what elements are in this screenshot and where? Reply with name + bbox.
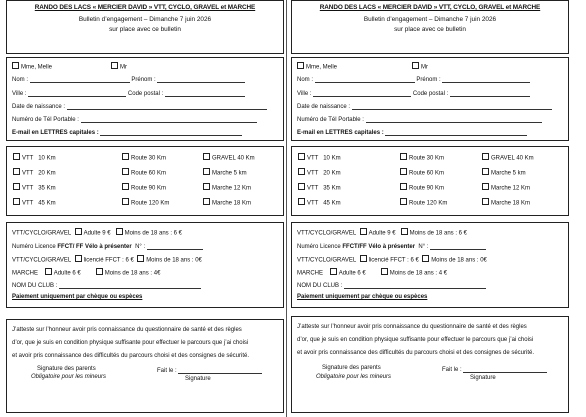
prenom-label: Prénom :	[131, 77, 156, 83]
route-section	[291, 146, 569, 216]
adulte-6-checkbox[interactable]	[45, 268, 52, 275]
licence-n-label: N° :	[418, 244, 429, 250]
fee-vcg-label: VTT/CYCLO/GRAVEL	[297, 230, 357, 237]
vtt-10-label: VTT 10 Km	[307, 155, 341, 162]
marche-5-label: Marche 5 km	[212, 170, 247, 177]
marche-12-checkbox[interactable]	[203, 183, 210, 190]
moins18-4-checkbox[interactable]	[96, 268, 103, 275]
nom-field[interactable]	[315, 75, 415, 83]
mme-checkbox[interactable]	[297, 62, 304, 69]
adulte-9-checkbox[interactable]	[360, 228, 367, 235]
tel-field[interactable]	[81, 115, 257, 123]
attest-line-3: et avoir pris connaissance des difficultés du parcours choisi et des consignes de sécurité.	[12, 353, 250, 359]
route-120-label: Route 120 Km	[409, 200, 448, 207]
licencie-checkbox[interactable]	[360, 255, 367, 262]
adulte-9-checkbox[interactable]	[75, 228, 82, 235]
ville-field[interactable]	[313, 89, 411, 97]
parents-signature-label: Signature des parents	[37, 366, 96, 372]
mr-label: Mr	[421, 64, 428, 71]
mr-checkbox[interactable]	[111, 62, 118, 69]
adulte-6-label: Adulte 6 €	[53, 270, 81, 277]
gravel-40-label: GRAVEL 40 Km	[491, 155, 534, 162]
route-120-label: Route 120 Km	[131, 200, 170, 207]
licence-bold: FFCT/FF Vélo à présenter	[342, 244, 416, 250]
marche-fee-label: MARCHE	[12, 270, 39, 277]
licence-n-label: N° :	[135, 244, 146, 250]
licence-bold: FFCT/ FF Vélo à présenter	[57, 244, 132, 250]
gravel-40-checkbox[interactable]	[203, 153, 210, 160]
vtt-20-checkbox[interactable]	[298, 168, 305, 175]
licence-label: Numéro Licence	[297, 244, 343, 250]
route-90-label: Route 90 Km	[131, 185, 167, 192]
form-subtitle: Bulletin d’engagement – Dimanche 7 juin 2026	[363, 16, 497, 23]
nom-label: Nom :	[12, 77, 29, 83]
licencie-checkbox[interactable]	[75, 255, 82, 262]
moins18-0-label: Moins de 18 ans : 0€	[146, 257, 202, 264]
form-title: RANDO DES LACS « MERCIER DAVID » VTT, CYCLO, GRAVEL et MARCHE	[319, 4, 541, 11]
marche-5-label: Marche 5 km	[491, 170, 526, 177]
mme-label: Mme, Melle	[21, 64, 53, 71]
fees-section	[6, 222, 284, 308]
vtt-20-label: VTT 20 Km	[22, 170, 56, 177]
form-header	[6, 0, 284, 54]
marche-12-label: Marche 12 Km	[491, 185, 531, 192]
vtt-20-checkbox[interactable]	[13, 168, 20, 175]
fees-section	[291, 222, 569, 308]
fait-le-field[interactable]	[463, 365, 547, 373]
form-header	[291, 0, 569, 54]
tel-label: Numéro de Tél Portable :	[12, 117, 79, 123]
fee-vcg-label: VTT/CYCLO/GRAVEL	[12, 230, 72, 237]
ville-label: Ville :	[12, 91, 27, 97]
route-90-checkbox[interactable]	[400, 183, 407, 190]
marche-fee-label: MARCHE	[297, 270, 324, 277]
route-60-checkbox[interactable]	[122, 168, 129, 175]
licence-label: Numéro Licence	[12, 244, 58, 250]
route-30-label: Route 30 Km	[131, 155, 167, 162]
attestation-section	[6, 319, 284, 413]
moins18-0-checkbox[interactable]	[422, 255, 429, 262]
email-field[interactable]	[385, 128, 527, 136]
marche-18-label: Marche 18 Km	[212, 200, 252, 207]
identity-section	[6, 57, 284, 141]
fait-le-field[interactable]	[178, 366, 262, 374]
moins18-6-checkbox[interactable]	[401, 228, 408, 235]
adulte-9-label: Adulte 9 €	[368, 230, 396, 237]
club-label: NOM DU CLUB :	[297, 283, 343, 289]
route-120-checkbox[interactable]	[122, 198, 129, 205]
prenom-field[interactable]	[157, 75, 245, 83]
route-30-checkbox[interactable]	[400, 153, 407, 160]
gravel-40-label: GRAVEL 40 Km	[212, 155, 255, 162]
route-section	[6, 146, 284, 216]
attest-line-1: J’atteste sur l’honneur avoir pris connaissance du questionnaire de santé et des règles	[12, 327, 242, 333]
cp-field[interactable]	[165, 89, 245, 97]
registration-form-left	[6, 0, 284, 417]
signature-label: Signature	[185, 376, 211, 382]
cp-field[interactable]	[450, 89, 530, 97]
payment-note: Paiement uniquement par chèque ou espèces	[297, 294, 428, 300]
ville-label: Ville :	[297, 91, 312, 97]
vtt-45-checkbox[interactable]	[298, 198, 305, 205]
club-field[interactable]	[344, 281, 486, 289]
fait-le-label: Fait le :	[157, 368, 177, 374]
form-title: RANDO DES LACS « MERCIER DAVID » VTT, CYCLO, GRAVEL et MARCHE	[34, 4, 256, 11]
attestation-section	[291, 316, 569, 413]
vtt-35-label: VTT 35 Km	[307, 185, 341, 192]
route-60-label: Route 60 Km	[409, 170, 445, 177]
moins18-4-label: Moins de 18 ans : 4 €	[389, 270, 448, 277]
mr-checkbox[interactable]	[412, 62, 419, 69]
attest-line-2: d’or, que je suis en condition physique suffisante pour effectuer le parcours que j’ai choisi	[12, 340, 249, 346]
marche-5-checkbox[interactable]	[482, 168, 489, 175]
vtt-45-label: VTT 45 Km	[307, 200, 341, 207]
licence-field[interactable]	[147, 242, 203, 250]
email-label: E-mail en LETTRES capitales :	[12, 130, 99, 136]
minors-note: Obligatoire pour les mineurs	[31, 374, 107, 380]
licencie-label: licencié FFCT : 6 €	[368, 257, 419, 264]
moins18-4-checkbox[interactable]	[381, 268, 388, 275]
club-field[interactable]	[59, 281, 201, 289]
marche-18-checkbox[interactable]	[482, 198, 489, 205]
prenom-label: Prénom :	[416, 77, 441, 83]
naissance-field[interactable]	[67, 102, 267, 110]
identity-section	[291, 57, 569, 141]
adulte-9-label: Adulte 9 €	[83, 230, 111, 237]
gravel-40-checkbox[interactable]	[482, 153, 489, 160]
mr-label: Mr	[120, 64, 127, 71]
vtt-20-label: VTT 20 Km	[307, 170, 341, 177]
ville-field[interactable]	[28, 89, 126, 97]
registration-form-right	[291, 0, 569, 417]
adulte-6-label: Adulte 6 €	[338, 270, 366, 277]
form-subtitle: Bulletin d’engagement – Dimanche 7 juin 2026	[78, 16, 212, 23]
route-60-label: Route 60 Km	[131, 170, 167, 177]
route-60-checkbox[interactable]	[400, 168, 407, 175]
fee-licencie-vcg-label: VTT/CYCLO/GRAVEL	[297, 257, 357, 264]
moins18-6-label: Moins de 18 ans : 6 €	[124, 230, 183, 237]
marche-12-label: Marche 12 Km	[212, 185, 252, 192]
payment-note: Paiement uniquement par chèque ou espèces	[12, 294, 143, 300]
route-30-checkbox[interactable]	[122, 153, 129, 160]
marche-18-label: Marche 18 Km	[491, 200, 531, 207]
route-120-checkbox[interactable]	[400, 198, 407, 205]
licencie-label: licencié FFCT : 6 €	[83, 257, 134, 264]
naissance-field[interactable]	[352, 102, 552, 110]
vtt-10-label: VTT 10 Km	[22, 155, 56, 162]
nom-label: Nom :	[297, 77, 314, 83]
vtt-45-checkbox[interactable]	[13, 198, 20, 205]
naissance-label: Date de naissance :	[12, 104, 66, 110]
attest-line-2: d’or, que je suis en condition physique suffisante pour effectuer le parcours que j’ai choisi	[297, 337, 534, 343]
tel-label: Numéro de Tél Portable :	[297, 117, 364, 123]
email-field[interactable]	[100, 128, 242, 136]
vtt-10-checkbox[interactable]	[13, 153, 20, 160]
fait-le-label: Fait le :	[442, 367, 462, 373]
nom-field[interactable]	[30, 75, 130, 83]
tel-field[interactable]	[366, 115, 542, 123]
moins18-0-checkbox[interactable]	[137, 255, 144, 262]
cp-label: Code postal :	[412, 91, 449, 97]
mme-label: Mme, Melle	[306, 64, 338, 71]
club-label: NOM DU CLUB :	[12, 283, 58, 289]
route-90-label: Route 90 Km	[409, 185, 445, 192]
marche-18-checkbox[interactable]	[203, 198, 210, 205]
form-note: sur place avec ce bulletin	[394, 26, 466, 33]
attest-line-3: et avoir pris connaissance des difficultés du parcours choisi et des consignes de sécurité.	[297, 350, 535, 356]
adulte-6-checkbox[interactable]	[330, 268, 337, 275]
marche-12-checkbox[interactable]	[482, 183, 489, 190]
vtt-10-checkbox[interactable]	[298, 153, 305, 160]
marche-5-checkbox[interactable]	[203, 168, 210, 175]
naissance-label: Date de naissance :	[297, 104, 351, 110]
vtt-35-checkbox[interactable]	[298, 183, 305, 190]
route-90-checkbox[interactable]	[122, 183, 129, 190]
fee-licencie-vcg-label: VTT/CYCLO/GRAVEL	[12, 257, 72, 264]
vtt-35-checkbox[interactable]	[13, 183, 20, 190]
attest-line-1: J’atteste sur l’honneur avoir pris connaissance du questionnaire de santé et des règles	[297, 324, 527, 330]
moins18-4-label: Moins de 18 ans : 4€	[104, 270, 161, 277]
email-label: E-mail en LETTRES capitales :	[297, 130, 384, 136]
licence-field[interactable]	[430, 242, 486, 250]
vtt-35-label: VTT 35 Km	[22, 185, 56, 192]
page-divider	[286, 0, 287, 417]
minors-note: Obligatoire pour les mineurs	[316, 374, 392, 380]
vtt-45-label: VTT 45 Km	[22, 200, 56, 207]
signature-label: Signature	[470, 375, 496, 381]
parents-signature-label: Signature des parents	[322, 365, 381, 371]
mme-checkbox[interactable]	[12, 62, 19, 69]
prenom-field[interactable]	[442, 75, 530, 83]
moins18-6-checkbox[interactable]	[116, 228, 123, 235]
form-note: sur place avec ce bulletin	[109, 26, 181, 33]
moins18-0-label: Moins de 18 ans : 0€	[431, 257, 487, 264]
route-30-label: Route 30 Km	[409, 155, 445, 162]
moins18-6-label: Moins de 18 ans : 6 €	[409, 230, 468, 237]
cp-label: Code postal :	[127, 91, 164, 97]
